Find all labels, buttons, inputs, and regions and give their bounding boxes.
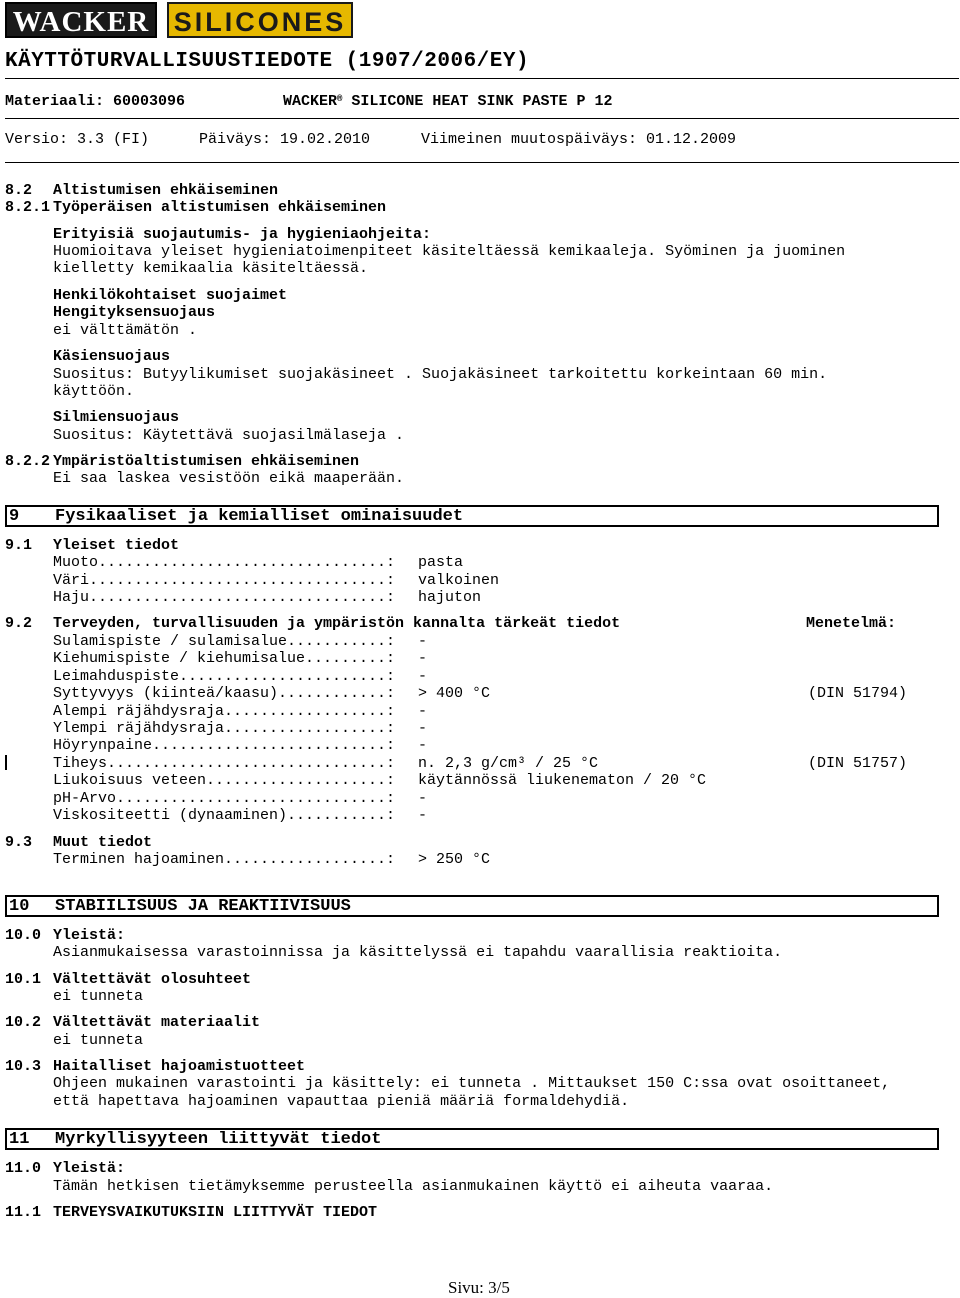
section-heading: TERVEYSVAIKUTUKSIIN LIITTYVÄT TIEDOT [53,1204,378,1221]
wacker-logo: WACKER [5,2,157,38]
body-text: että hapettava hajoaminen vapauttaa pieniä määriä formaldehydiä. [53,1093,630,1110]
method-header: Menetelmä: [806,615,897,632]
property-label: Tiheys...............................: [53,754,396,772]
subheading: Henkilökohtaiset suojaimet [53,287,288,304]
body-text: Ei saa laskea vesistöön eikä maaperään. [53,470,405,487]
property-label: Höyrynpaine..........................: [53,737,396,755]
issue-date: Päiväys: 19.02.2010 [199,131,371,148]
section-number: 11.1 [5,1204,42,1221]
body-text: Suositus: Butyylikumiset suojakäsineet . Suojakäsineet tarkoitettu korkeintaan 60 min. [53,366,828,383]
property-method: (DIN 51757) [808,754,908,772]
section-heading: Ympäristöaltistumisen ehkäiseminen [53,453,360,470]
section-number: 10.0 [5,927,42,944]
subheading: Käsiensuojaus [53,348,171,365]
section-heading: Vältettävät olosuhteet [53,971,252,988]
section-number: 9.1 [5,537,33,554]
property-value: pasta [418,554,464,571]
property-label: Leimahduspiste.......................: [53,667,396,685]
property-label: pH-Arvo..............................: [53,789,396,807]
body-text: Huomioitava yleiset hygieniatoimenpiteet käsiteltäessä kemikaaleja. Syöminen ja juominen [53,243,846,260]
section-number: 10 [9,897,30,916]
property-value: - [418,807,428,824]
section-number: 11.0 [5,1160,42,1177]
section-title: STABIILISUUS JA REAKTIIVISUUS [55,897,351,916]
section-9-header [5,505,939,527]
property-label: Syttyvyys (kiinteä/kaasu)............: [53,685,396,703]
body-text: kielletty kemikaalia käsiteltäessä. [53,260,369,277]
divider [5,78,959,79]
property-value: valkoinen [418,571,500,589]
property-label: Ylempi räjähdysraja..................: [53,720,396,737]
body-text: ei tunneta [53,988,144,1005]
section-heading: Yleiset tiedot [53,537,180,554]
property-value: - [418,789,428,807]
section-number: 8.2 [5,182,33,199]
section-11-header [5,1128,939,1150]
section-title: Myrkyllisyyteen liittyvät tiedot [55,1130,382,1149]
property-label: Kiehumispiste / kiehumisalue.........: [53,650,396,668]
subheading: Silmiensuojaus [53,409,180,426]
section-heading: Terveyden, turvallisuuden ja ympäristön kannalta tärkeät tiedot [53,615,621,632]
property-label: Sulamispiste / sulamisalue...........: [53,633,396,650]
section-number: 10.3 [5,1058,42,1075]
property-label: Väri.................................: [53,571,396,589]
section-number: 10.1 [5,971,42,988]
divider [5,118,959,119]
property-value: - [418,667,428,685]
property-value: - [418,633,428,650]
material-number: Materiaali: 60003096 [5,93,186,110]
property-value: - [418,720,428,737]
property-value: - [418,702,428,720]
body-text: Tämän hetkisen tietämyksemme perusteella asianmukainen käyttö ei aiheuta vaaraa. [53,1178,774,1195]
section-10-header [5,895,939,917]
section-heading: Yleistä: [53,927,126,944]
section-heading: Muut tiedot [53,834,153,851]
body-text: ei tunneta [53,1032,144,1049]
section-heading: Haitalliset hajoamistuotteet [53,1058,306,1075]
section-number: 8.2.1 [5,199,51,216]
version: Versio: 3.3 (FI) [5,131,150,148]
property-label: Haju.................................: [53,589,396,606]
section-heading: Yleistä: [53,1160,126,1177]
body-text: Ohjeen mukainen varastointi ja käsittely: ei tunneta . Mittaukset 150 C:ssa ovat osoittaneet, [53,1075,891,1092]
body-text: Suositus: Käytettävä suojasilmälaseja . [53,427,405,444]
property-method: (DIN 51794) [808,685,908,703]
subheading: Hengityksensuojaus [53,304,216,321]
section-number: 8.2.2 [5,453,51,470]
page-number: Sivu: 3/5 [448,1278,510,1297]
change-marker [5,755,7,770]
section-title: Fysikaaliset ja kemialliset ominaisuudet [55,507,464,526]
divider [5,162,959,163]
subheading: Erityisiä suojautumis- ja hygieniaohjeita: [53,226,432,243]
property-label: Alempi räjähdysraja..................: [53,702,396,720]
property-value: käytännössä liukenematon / 20 °C [418,772,707,790]
property-label: Muoto................................: [53,554,396,571]
section-number: 11 [9,1130,30,1149]
property-value: > 250 °C [418,851,491,868]
property-label: Viskositeetti (dynaaminen)...........: [53,807,396,824]
section-heading: Vältettävät materiaalit [53,1014,261,1031]
body-text: ei välttämätön . [53,322,198,339]
property-value: - [418,650,428,668]
section-heading: Altistumisen ehkäiseminen [53,182,279,199]
section-number: 10.2 [5,1014,42,1031]
product-name: WACKER® SILICONE HEAT SINK PASTE P 12 [283,93,613,110]
section-number: 9.2 [5,615,33,632]
body-text: käyttöön. [53,383,135,400]
property-value: hajuton [418,589,482,606]
property-value: > 400 °C [418,685,491,703]
revision-date: Viimeinen muutospäiväys: 01.12.2009 [421,131,737,148]
section-number: 9 [9,507,20,526]
silicones-logo: SILICONES [167,2,353,38]
property-value: - [418,737,428,755]
section-heading: Työperäisen altistumisen ehkäiseminen [53,199,387,216]
property-label: Liukoisuus veteen....................: [53,772,396,790]
property-label: Terminen hajoaminen..................: [53,851,396,868]
document-title: KÄYTTÖTURVALLISUUSTIEDOTE (1907/2006/EY) [5,50,530,73]
section-number: 9.3 [5,834,33,851]
body-text: Asianmukaisessa varastoinnissa ja käsittelyssä ei tapahdu vaarallisia reaktioita. [53,944,783,961]
property-value: n. 2,3 g/cm³ / 25 °C [418,754,599,772]
